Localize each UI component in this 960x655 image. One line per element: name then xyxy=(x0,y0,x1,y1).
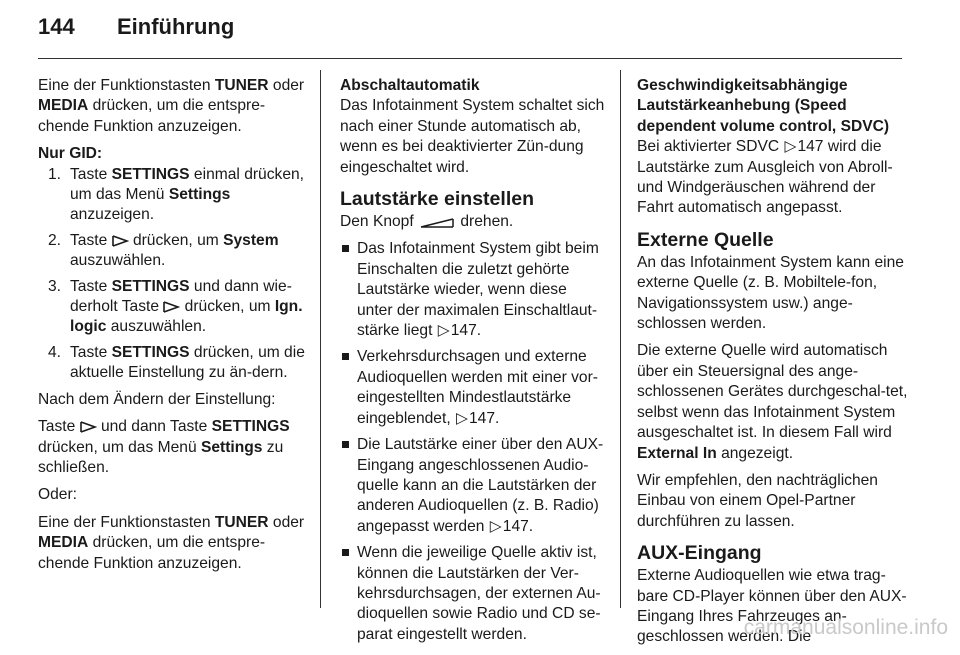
steps-list xyxy=(38,165,306,384)
watermark: carmanualsonline.info xyxy=(743,616,948,639)
right-arrow-key-icon xyxy=(112,235,129,247)
right-arrow-key-icon xyxy=(163,301,180,313)
header-divider xyxy=(38,58,902,59)
list-item: Verkehrsdurchsagen und externe Audioquellen werden mit einer vor-eingestellten Mindestlautstärke eingeblendet, ▷147. xyxy=(340,347,606,429)
abschalt-text: Das Infotainment System schaltet sich nach einer Stunde automatisch ab, wenn es bei deaktivierter Zün-dung eingeschaltet wird. xyxy=(340,97,605,176)
volume-bullets xyxy=(340,239,606,645)
page-reference-icon: ▷ xyxy=(437,322,450,340)
ext-paragraph-3: Wir empfehlen, den nachträglichen Einbau von einem Opel-Partner durchführen zu lassen. xyxy=(637,471,878,530)
aux-text: Externe Audioquellen wie etwa trag-bare CD-Player können über den AUX-Eingang Ihres Fahrzeuges an-geschlossen werden. Die xyxy=(637,567,907,646)
lautstaerke-heading: Lautstärke einstellen xyxy=(340,188,534,211)
abschalt-heading: Abschaltautomatik xyxy=(340,77,480,94)
list-item: 3. Taste SETTINGS und dann wie-derholt Taste drücken, um Ign. logic auszuwählen. xyxy=(48,277,303,336)
column-2 xyxy=(340,76,606,651)
page-reference-icon: ▷ xyxy=(784,138,797,156)
page-header xyxy=(38,14,234,40)
page-title: Einführung xyxy=(117,14,235,39)
ext-paragraph-2: Die externe Quelle wird automatisch über ein Steuersignal des ange-schlossenen Gerätes durchgeschal-tet, selbst wenn das Infotainment System ausgeschaltet ist. In diesem Fall wird External In angezeigt. xyxy=(637,342,908,462)
list-item: Das Infotainment System gibt beim Einschalten die zuletzt gehörte Lautstärke wieder, wenn diese unter der maximalen Einschaltlaut-stärke liegt ▷147. xyxy=(340,239,606,341)
knob-instruction: Den Knopf drehen. xyxy=(340,213,514,231)
after-change-text: Nach dem Ändern der Einstellung: xyxy=(38,390,276,408)
column-1 xyxy=(38,76,306,581)
aux-heading: AUX-Eingang xyxy=(637,542,762,565)
taste-paragraph: Taste und dann Taste SETTINGS drücken, um das Menü Settings zu schließen. xyxy=(38,418,290,476)
page-reference-icon: ▷ xyxy=(489,517,502,535)
list-item: Wenn die jeweilige Quelle aktiv ist, können die Lautstärken der Ver-kehrsdurchsagen, der externen Au-dioquellen sowie Radio und CD se-parat eingestellt werden. xyxy=(340,543,606,645)
page-number: 144 xyxy=(38,14,75,39)
last-paragraph: Eine der Funktionstasten TUNER oder MEDIA drücken, um die entspre-chende Funktion anzuzeigen. xyxy=(38,513,305,572)
oder-text: Oder: xyxy=(38,486,77,504)
column-divider-2 xyxy=(620,70,621,608)
sdvc-heading: Geschwindigkeitsabhängige Lautstärkeanhebung (Speed dependent volume control, SDVC) xyxy=(637,77,890,135)
column-divider-1 xyxy=(320,70,321,608)
column-3 xyxy=(637,76,909,655)
list-item: Die Lautstärke einer über den AUX-Eingang angeschlossenen Audio-quelle kann an die Lautstärken der anderen Audioquellen (z. B. Radio) angepasst werden ▷147. xyxy=(340,435,606,537)
page-reference-icon: ▷ xyxy=(455,409,468,427)
list-item: 1. Taste SETTINGS einmal drücken, um das Menü Settings anzuzeigen. xyxy=(48,165,305,224)
sdvc-text: Bei aktivierter SDVC ▷147 wird die Lautstärke zum Ausgleich von Abroll- und Windgeräuschen während der Fahrt automatisch angepasst. xyxy=(637,138,893,217)
list-item: 4. Taste SETTINGS drücken, um die aktuelle Einstellung zu än-dern. xyxy=(48,343,305,382)
list-item: 2. Taste drücken, um System auszuwählen. xyxy=(48,231,279,270)
volume-knob-icon xyxy=(418,216,456,228)
ext-paragraph-1: An das Infotainment System kann eine externe Quelle (z. B. Mobiltele-fon, Navigationssystem usw.) ange-schlossen werden. xyxy=(637,253,904,333)
externe-quelle-heading: Externe Quelle xyxy=(637,228,774,251)
intro-paragraph: Eine der Funktionstasten TUNER oder MEDIA drücken, um die entspre-chende Funktion anzuzeigen. xyxy=(38,77,305,135)
right-arrow-key-icon xyxy=(80,421,97,433)
nur-gid-heading: Nur GID: xyxy=(38,145,103,163)
